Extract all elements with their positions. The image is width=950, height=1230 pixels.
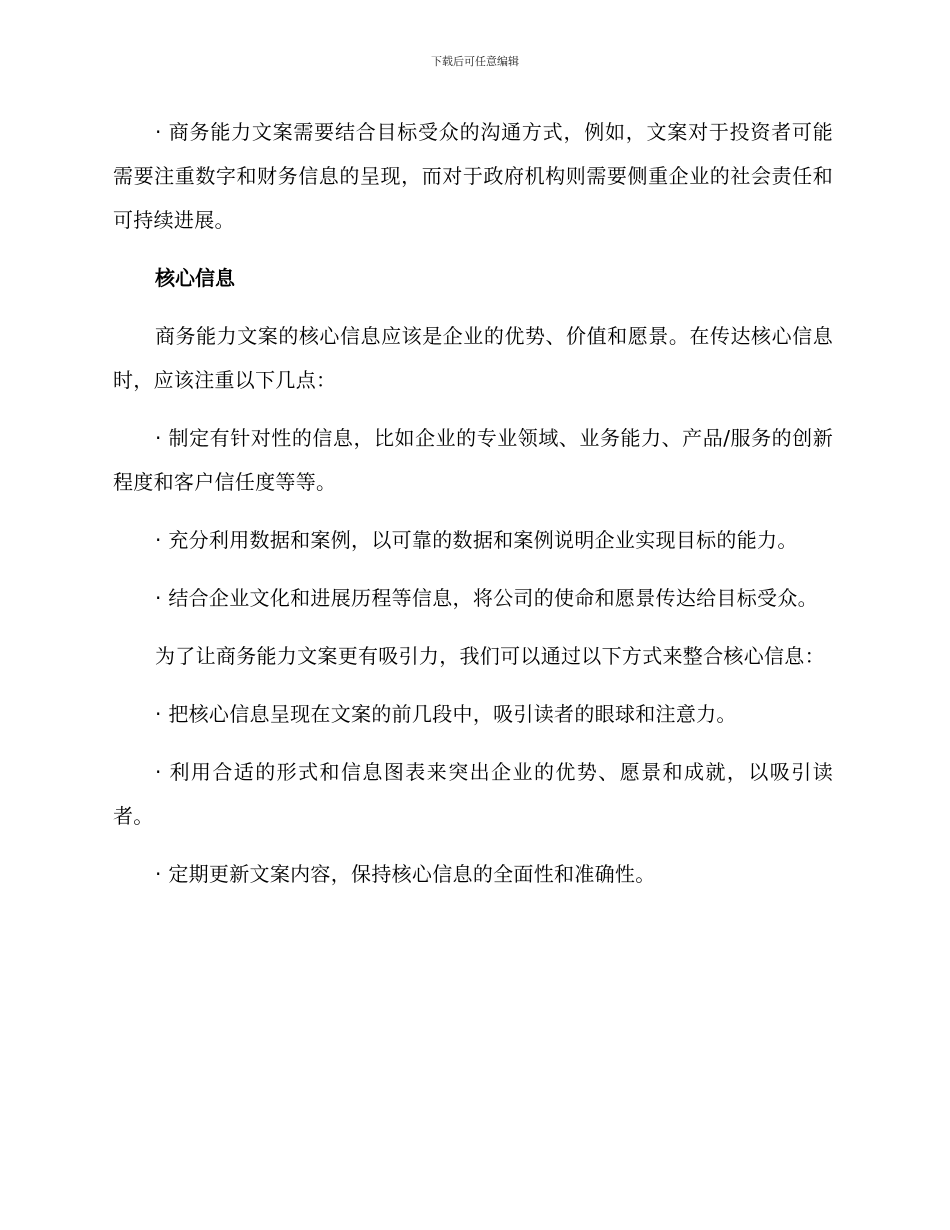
paragraph-integration-intro: 为了让商务能力文案更有吸引力，我们可以通过以下方式来整合核心信息： xyxy=(155,644,825,668)
paragraph-audience-communication: · 商务能力文案需要结合目标受众的沟通方式，例如，文案对于投资者可能需要注重数字和财务信息的呈现，而对于政府机构则需要侧重企业的社会责任和可持续进展。 xyxy=(113,120,833,232)
document-body xyxy=(113,110,833,910)
bullet-targeted-info: · 制定有针对性的信息，比如企业的专业领域、业务能力、产品/服务的创新程度和客户信任度等等。 xyxy=(113,426,833,494)
bullet-data-and-cases: · 充分利用数据和案例，以可靠的数据和案例说明企业实现目标的能力。 xyxy=(155,528,798,552)
bullet-culture-and-history: · 结合企业文化和进展历程等信息，将公司的使命和愿景传达给目标受众。 xyxy=(155,586,818,610)
bullet-regular-updates: · 定期更新文案内容，保持核心信息的全面性和准确性。 xyxy=(155,862,656,886)
bullet-front-paragraphs: · 把核心信息呈现在文案的前几段中，吸引读者的眼球和注意力。 xyxy=(155,702,737,726)
section-heading-core-info: 核心信息 xyxy=(155,266,235,290)
bullet-infographics: · 利用合适的形式和信息图表来突出企业的优势、愿景和成就，以吸引读者。 xyxy=(113,760,833,828)
paragraph-core-info-intro: 商务能力文案的核心信息应该是企业的优势、价值和愿景。在传达核心信息时，应该注重以下几点： xyxy=(113,324,833,392)
page-header: 下载后可任意编辑 xyxy=(431,55,519,68)
